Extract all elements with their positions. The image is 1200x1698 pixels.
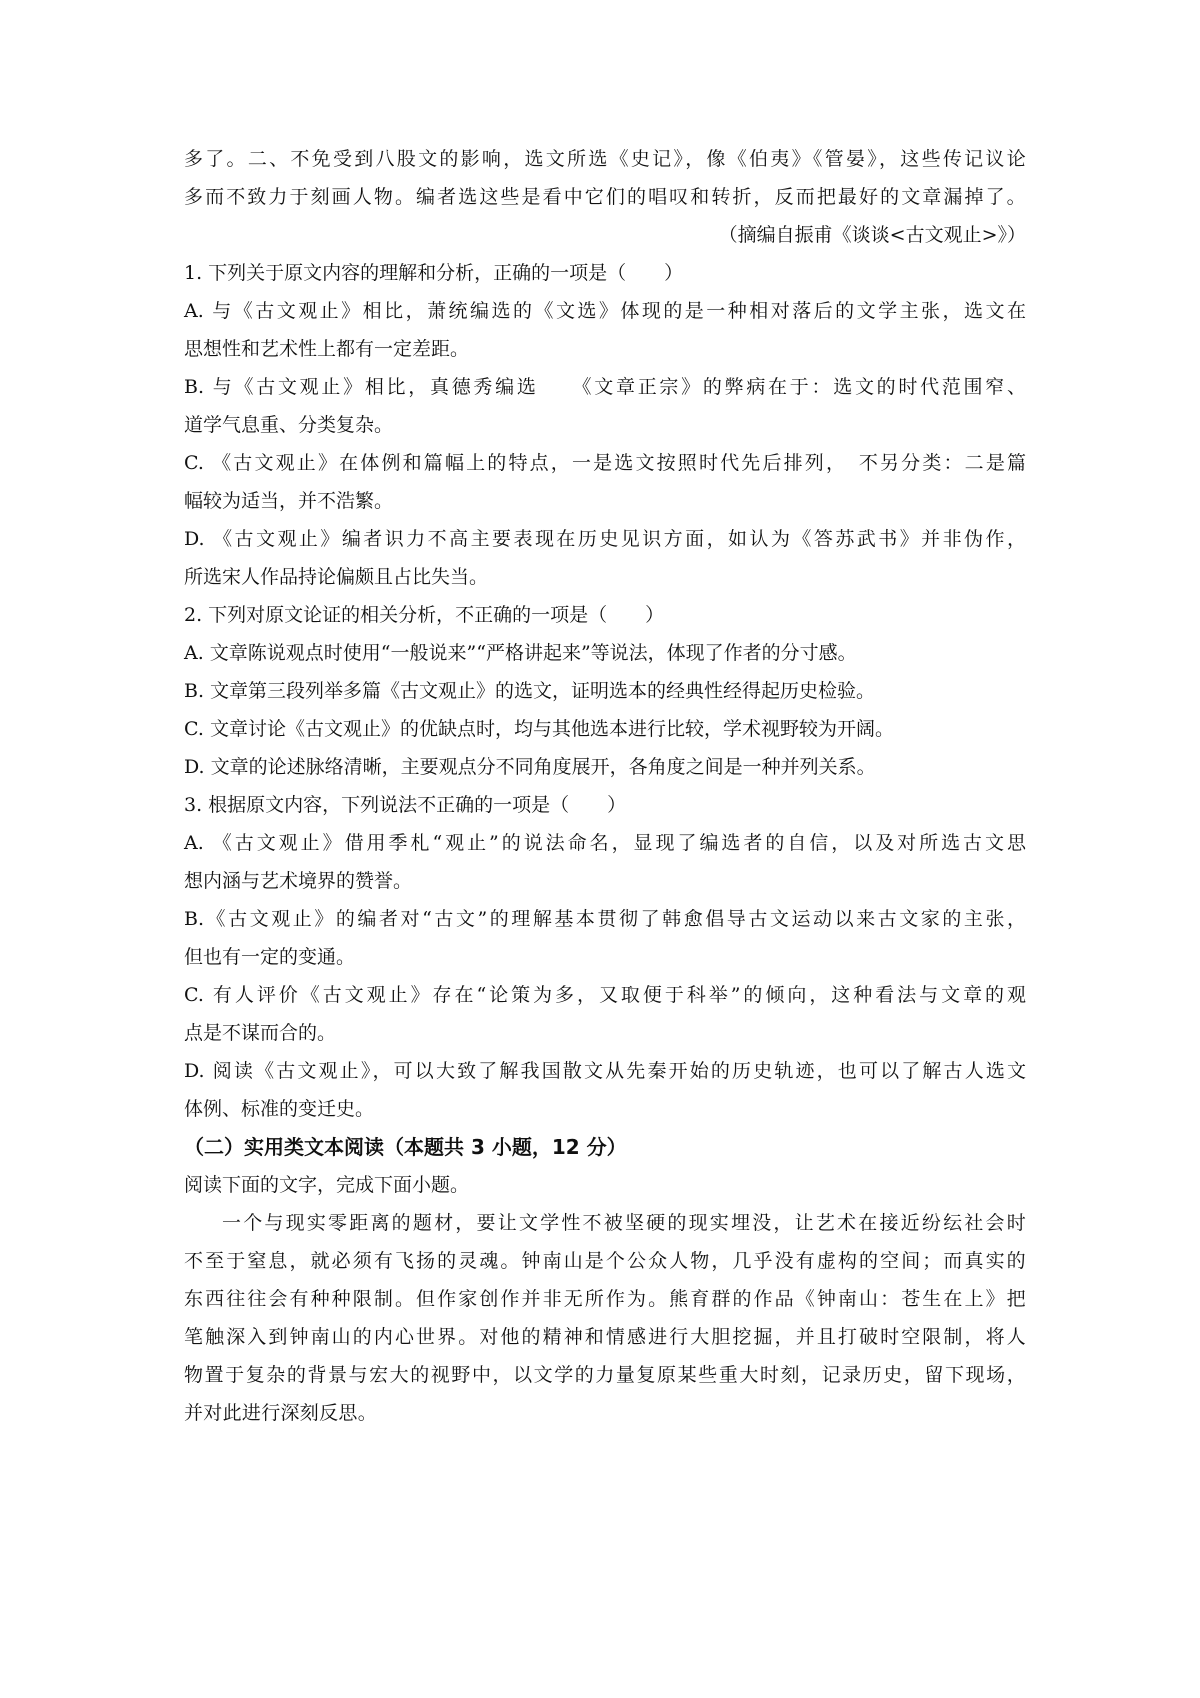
question-2-option-c: C. 文章讨论《古文观止》的优缺点时，均与其他选本进行比较，学术视野较为开阔。 bbox=[184, 718, 894, 740]
question-2-stem: 2. 下列对原文论证的相关分析，不正确的一项是（ ） bbox=[184, 604, 665, 626]
question-1-option-c: C. 《古文观止》在体例和篇幅上的特点，一是选文按照时代先后排列， 不另分类：二是篇 bbox=[184, 452, 1026, 474]
passage-line: 多而不致力于刻画人物。编者选这些是看中它们的唱叹和转折，反而把最好的文章漏掉了。 bbox=[184, 186, 1026, 208]
source-citation: （摘编自振甫《谈谈<古文观止>》） bbox=[718, 224, 1026, 246]
question-3-option-d: D. 阅读《古文观止》，可以大致了解我国散文从先秦开始的历史轨迹，也可以了解古人选文 bbox=[184, 1060, 1026, 1082]
question-2-option-b: B. 文章第三段列举多篇《古文观止》的选文，证明选本的经典性经得起历史检验。 bbox=[184, 680, 876, 702]
section-heading: （二）实用类文本阅读（本题共 3 小题，12 分） bbox=[184, 1135, 627, 1159]
question-1-option-a-cont: 思想性和艺术性上都有一定差距。 bbox=[184, 338, 470, 360]
passage-line: 东西往往会有种种限制。但作家创作并非无所作为。熊育群的作品《钟南山：苍生在上》把 bbox=[184, 1288, 1026, 1310]
question-3-option-a-cont: 想内涵与艺术境界的赞誉。 bbox=[184, 870, 413, 892]
question-3-option-b: B.《古文观止》的编者对“古文”的理解基本贯彻了韩愈倡导古文运动以来古文家的主张， bbox=[184, 908, 1026, 930]
passage-line: 多了。二、不免受到八股文的影响，选文所选《史记》，像《伯夷》《管晏》，这些传记议论 bbox=[184, 148, 1026, 170]
passage-line: 笔触深入到钟南山的内心世界。对他的精神和情感进行大胆挖掘，并且打破时空限制，将人 bbox=[184, 1326, 1026, 1348]
question-3-option-c-cont: 点是不谋而合的。 bbox=[184, 1022, 337, 1044]
question-2-option-d: D. 文章的论述脉络清晰，主要观点分不同角度展开，各角度之间是一种并列关系。 bbox=[184, 756, 876, 778]
question-1-option-c-cont: 幅较为适当，并不浩繁。 bbox=[184, 490, 394, 512]
question-3-option-a: A. 《古文观止》借用季札“观止”的说法命名，显现了编选者的自信，以及对所选古文思 bbox=[184, 832, 1026, 854]
passage-line: 不至于窒息，就必须有飞扬的灵魂。钟南山是个公众人物，几乎没有虚构的空间；而真实的 bbox=[184, 1250, 1026, 1272]
section-instruction: 阅读下面的文字，完成下面小题。 bbox=[184, 1174, 470, 1196]
question-1-option-b: B. 与《古文观止》相比，真德秀编选 《文章正宗》的弊病在于：选文的时代范围窄、 bbox=[184, 376, 1026, 398]
question-3-stem: 3. 根据原文内容，下列说法不正确的一项是（ ） bbox=[184, 794, 627, 816]
passage-line: 并对此进行深刻反思。 bbox=[184, 1402, 378, 1424]
question-1-option-b-cont: 道学气息重、分类复杂。 bbox=[184, 414, 394, 436]
passage-line: 物置于复杂的背景与宏大的视野中，以文学的力量复原某些重大时刻，记录历史，留下现场， bbox=[184, 1364, 1026, 1386]
question-1-option-a: A. 与《古文观止》相比，萧统编选的《文选》体现的是一种相对落后的文学主张，选文在 bbox=[184, 300, 1026, 322]
question-1-option-d-cont: 所选宋人作品持论偏颇且占比失当。 bbox=[184, 566, 489, 588]
passage-line: 一个与现实零距离的题材，要让文学性不被坚硬的现实埋没，让艺术在接近纷纭社会时 bbox=[222, 1212, 1026, 1234]
question-3-option-c: C. 有人评价《古文观止》存在“论策为多，又取便于科举”的倾向，这种看法与文章的观 bbox=[184, 984, 1026, 1006]
question-2-option-a: A. 文章陈说观点时使用“一般说来”“严格讲起来”等说法，体现了作者的分寸感。 bbox=[184, 642, 857, 664]
question-3-option-b-cont: 但也有一定的变通。 bbox=[184, 946, 356, 968]
question-1-stem: 1. 下列关于原文内容的理解和分析，正确的一项是（ ） bbox=[184, 262, 684, 284]
question-1-option-d: D. 《古文观止》编者识力不高主要表现在历史见识方面，如认为《答苏武书》并非伪作， bbox=[184, 528, 1026, 550]
question-3-option-d-cont: 体例、标准的变迁史。 bbox=[184, 1098, 375, 1120]
